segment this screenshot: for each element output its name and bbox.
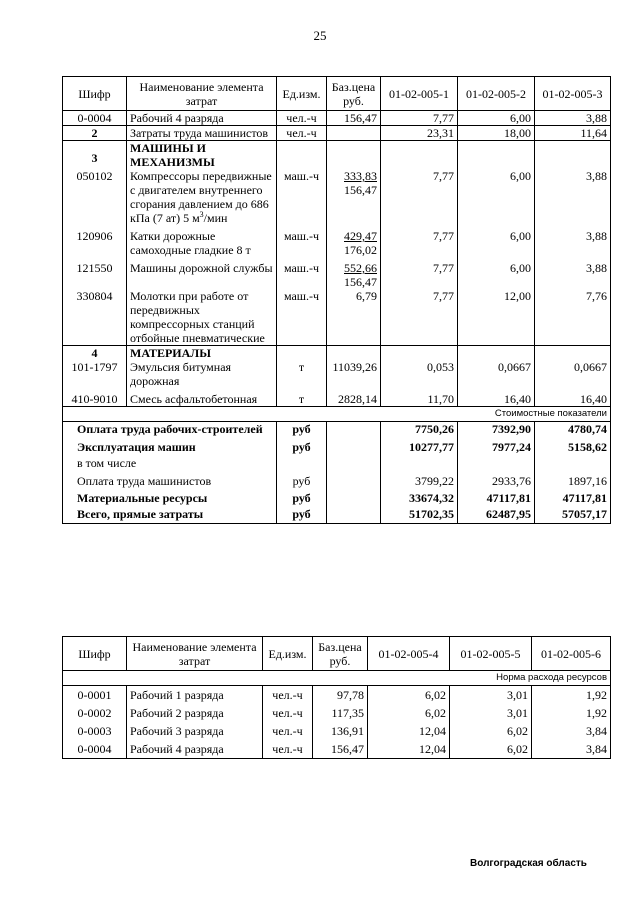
section-materials: 4 МАТЕРИАЛЫ — [63, 346, 611, 361]
table-row: 120906 Катки дорожные самоходные гладкие 8 т маш.-ч 429,47 176,02 7,77 6,00 3,88 — [63, 229, 611, 261]
table-header-row — [63, 637, 611, 671]
table-row: 121550 Машины дорожной службы маш.-ч 552,66 156,47 7,77 6,00 3,88 — [63, 261, 611, 289]
table-row: 2 Затраты труда машинистов чел.-ч 23,31 18,00 11,64 — [63, 126, 611, 141]
header-price: Баз.цена руб. — [327, 77, 381, 111]
cost-row: Оплата труда машинистов руб 3799,22 2933,76 1897,16 — [63, 472, 611, 488]
table-row: 101-1797 Эмульсия битумная дорожная т 11039,26 0,053 0,0667 0,0667 — [63, 360, 611, 392]
table-row: 0-0004 Рабочий 4 разряда чел.-ч 156,47 7,77 6,00 3,88 — [63, 111, 611, 126]
header-name: Наименование элемента затрат — [127, 637, 263, 671]
header-name: Наименование элемента затрат — [127, 77, 277, 111]
header-code: Шифр — [63, 77, 127, 111]
header-price: Баз.цена руб. — [313, 637, 368, 671]
table-row: 0-0002 Рабочий 2 разряда чел.-ч 117,35 6,02 3,01 1,92 — [63, 702, 611, 720]
table-row: 410-9010 Смесь асфальтобетонная т 2828,14 11,70 16,40 16,40 — [63, 392, 611, 407]
table-header-row — [63, 77, 611, 111]
table-row: 050102 Компрессоры передвижные с двигателем внутреннего сгорания давлением до 686 кПа (7 ат) 5 $м^3$/мин маш.-ч 333,83 156,47 7,77 6,00 3,88 — [63, 169, 611, 229]
header-col1: 01-02-005-1 — [381, 77, 458, 111]
resource-table-1 — [62, 76, 611, 524]
table-row: 0-0004 Рабочий 4 разряда чел.-ч 156,47 12,04 6,02 3,84 — [63, 738, 611, 759]
norm-caption: Норма расхода ресурсов — [63, 671, 611, 686]
table-row: 0-0001 Рабочий 1 разряда чел.-ч 97,78 6,02 3,01 1,92 — [63, 686, 611, 703]
page-number: 25 — [313, 28, 327, 43]
cost-caption-row — [63, 407, 611, 422]
cost-caption: Стоимостные показатели — [63, 407, 611, 422]
table-row: 0-0003 Рабочий 3 разряда чел.-ч 136,91 12,04 6,02 3,84 — [63, 720, 611, 738]
header-unit: Ед.изм. — [277, 77, 327, 111]
norm-caption-row — [63, 671, 611, 686]
header-col5: 01-02-005-5 — [450, 637, 532, 671]
cost-row: Всего, прямые затраты руб 51702,35 62487,95 57057,17 — [63, 505, 611, 524]
header-unit: Ед.изм. — [263, 637, 313, 671]
cost-row: Материальные ресурсы руб 33674,32 47117,81 47117,81 — [63, 488, 611, 505]
resource-table-2 — [62, 636, 611, 759]
header-col2: 01-02-005-2 — [458, 77, 535, 111]
cost-row: Эксплуатация машин руб 10277,77 7977,24 5158,62 — [63, 436, 611, 454]
section-machines: 3 МАШИНЫ И МЕХАНИЗМЫ — [63, 141, 611, 170]
header-col6: 01-02-005-6 — [532, 637, 611, 671]
cost-row: Оплата труда рабочих-строителей руб 7750,26 7392,90 4780,74 — [63, 422, 611, 437]
header-col3: 01-02-005-3 — [535, 77, 611, 111]
footer-region: Волгоградская область — [470, 858, 587, 869]
header-code: Шифр — [63, 637, 127, 671]
header-col4: 01-02-005-4 — [368, 637, 450, 671]
cost-row: в том числе — [63, 454, 611, 472]
table-row: 330804 Молотки при работе от передвижных компрессорных станций отбойные пневматические маш.-ч 6,79 7,77 12,00 7,76 — [63, 289, 611, 346]
